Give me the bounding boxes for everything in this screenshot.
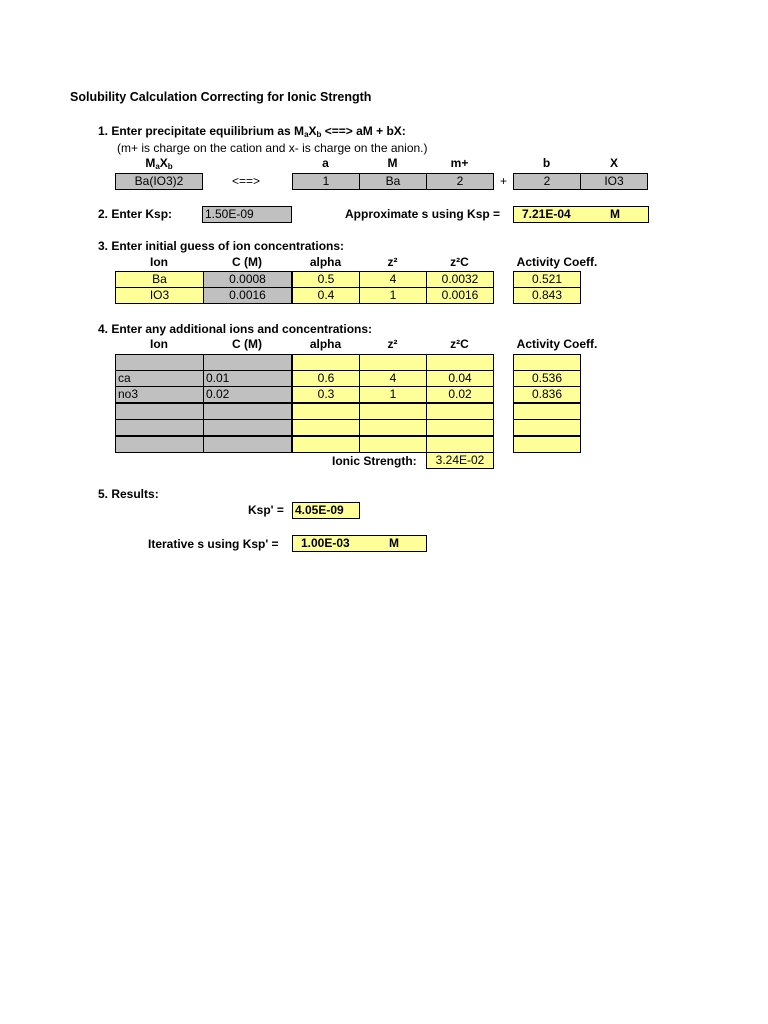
anion-input[interactable]: IO3 [580,173,648,190]
header-formula-b-subscript: b [167,162,173,171]
header-formula-a-subscript: a [155,162,160,171]
s4-alpha-cell[interactable]: 0.3 [292,386,360,403]
s4-alpha-cell[interactable] [292,403,360,420]
s4-c-cell[interactable] [203,403,292,420]
s4-ion-cell[interactable]: ca [115,370,204,387]
ksp-prime-value: 4.05E-09 [292,502,360,519]
s3-z2-cell: 4 [359,271,427,288]
s4-alpha-cell[interactable] [292,354,360,371]
approx-s-value: 7.21E-04 [522,207,571,221]
s4-alpha-cell[interactable]: 0.6 [292,370,360,387]
header-X: X [609,156,618,170]
s3-activity-cell: 0.843 [513,287,581,304]
s4-c-cell[interactable] [203,436,292,453]
s4-header-z2c: z²C [450,337,469,351]
s3-header-activity: Activity Coeff. [516,255,598,269]
ksp-input[interactable]: 1.50E-09 [202,206,292,223]
iterative-s-value: 1.00E-03 [301,536,350,550]
step1-label-prefix: 1. Enter precipitate equilibrium as M [98,124,305,138]
approx-s-label: Approximate s using Ksp = [345,207,501,221]
s4-c-cell[interactable]: 0.01 [203,370,292,387]
s4-activity-cell: 0.836 [513,386,581,403]
s3-z2c-cell: 0.0032 [426,271,494,288]
header-m-charge: m+ [450,156,469,170]
s3-z2c-cell: 0.0016 [426,287,494,304]
s3-c-cell[interactable]: 0.0016 [203,287,292,304]
s4-activity-cell: 0.536 [513,370,581,387]
header-formula-m: M [145,156,156,170]
s4-header-z2: z² [387,337,398,351]
step3-label: 3. Enter initial guess of ion concentrations: [98,239,345,253]
s4-ion-cell[interactable]: no3 [115,386,204,403]
step1-label-b-subscript: b [316,130,322,139]
step1-label-suffix: <==> aM + bX: [321,124,406,138]
s3-alpha-cell[interactable]: 0.4 [292,287,360,304]
s4-header-ion: Ion [150,337,168,351]
s4-c-cell[interactable] [203,354,292,371]
page-title: Solubility Calculation Correcting for Ionic Strength [70,90,372,104]
coef-a-input[interactable]: 1 [292,173,360,190]
s4-z2c-cell: 0.02 [426,386,494,403]
s3-z2-cell: 1 [359,287,427,304]
cation-charge-input[interactable]: 2 [426,173,494,190]
ionic-strength-value: 3.24E-02 [426,452,494,469]
ksp-prime-label: Ksp' = [248,503,284,517]
s4-c-cell[interactable]: 0.02 [203,386,292,403]
s4-z2-cell: 1 [359,386,427,403]
s4-z2-cell [359,436,427,453]
s4-ion-cell[interactable] [115,419,204,436]
s4-activity-cell [513,419,581,436]
header-formula [115,156,203,170]
s4-header-alpha: alpha [309,337,342,351]
header-formula-x: X [159,156,168,170]
s4-ion-cell[interactable] [115,354,204,371]
step1-label [98,124,406,138]
header-a: a [322,156,329,170]
approx-s-value-box [513,206,649,223]
s3-header-alpha: alpha [309,255,342,269]
s4-z2c-cell [426,354,494,371]
s4-z2c-cell [426,403,494,420]
s3-ion-cell[interactable]: Ba [115,271,204,288]
step2-label: 2. Enter Ksp: [98,207,173,221]
step1-note: (m+ is charge on the cation and x- is charge on the anion.) [117,141,428,155]
iterative-s-label: Iterative s using Ksp' = [148,537,279,551]
s4-ion-cell[interactable] [115,436,204,453]
s4-z2-cell [359,419,427,436]
s3-header-z2c: z²C [450,255,469,269]
formula-input[interactable]: Ba(IO3)2 [115,173,203,190]
s4-z2-cell [359,403,427,420]
s3-header-ion: Ion [150,255,168,269]
s4-z2-cell: 4 [359,370,427,387]
s4-header-c: C (M) [232,337,262,351]
cation-input[interactable]: Ba [359,173,427,190]
header-M: M [387,156,398,170]
s4-header-activity: Activity Coeff. [516,337,598,351]
s4-activity-cell [513,403,581,420]
iterative-s-unit: M [389,536,399,550]
s4-activity-cell [513,436,581,453]
header-b: b [542,156,551,170]
step4-label: 4. Enter any additional ions and concentrations: [98,322,373,336]
s3-header-c: C (M) [232,255,262,269]
step1-label-mid: X [308,124,317,138]
plus-sign: + [500,174,508,188]
s3-header-z2: z² [387,255,398,269]
s3-activity-cell: 0.521 [513,271,581,288]
s4-z2c-cell [426,419,494,436]
coef-b-input[interactable]: 2 [513,173,581,190]
s4-ion-cell[interactable] [115,403,204,420]
approx-s-unit: M [610,207,620,221]
s4-c-cell[interactable] [203,419,292,436]
ionic-strength-label: Ionic Strength: [332,454,417,468]
s4-alpha-cell[interactable] [292,419,360,436]
s3-c-cell[interactable]: 0.0008 [203,271,292,288]
s3-alpha-cell[interactable]: 0.5 [292,271,360,288]
s3-ion-cell[interactable]: IO3 [115,287,204,304]
s4-activity-cell [513,354,581,371]
s4-z2c-cell: 0.04 [426,370,494,387]
s4-z2c-cell [426,436,494,453]
step5-label: 5. Results: [98,487,159,501]
iterative-s-value-box [292,535,427,552]
s4-alpha-cell[interactable] [292,436,360,453]
s4-z2-cell [359,354,427,371]
step1-label-a-subscript: a [304,130,309,139]
equilibrium-arrow: <==> [232,174,261,188]
